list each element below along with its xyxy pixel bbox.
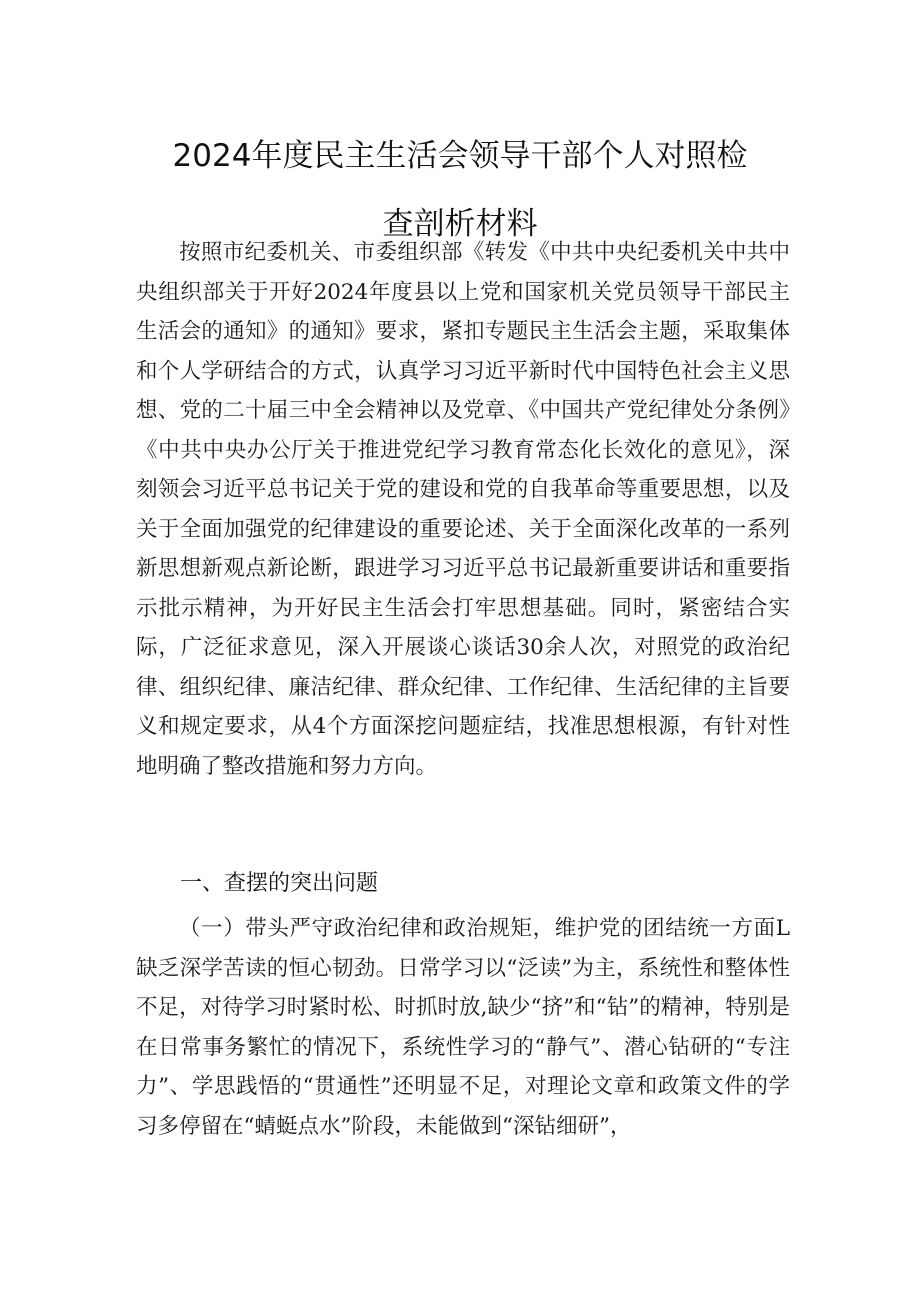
subsection-paragraph: （一）带头严守政治纪律和政治规矩，维护党的团结统一方面L缺乏深学苦读的恒心韧劲。日常学习以“泛读”为主，系统性和整体性不足，对待学习时紧时松、时抓时放,缺少“挤”和“钻”的精神，特别是在日常事务繁忙的情况下，系统性学习的“静气”、潜心钻研的“专注力”、学思践悟的“贯通性”还明显不足，对理论文章和政策文件的学习多停留在“蜻蜓点水”阶段，未能做到“深钻细研”， [136,916,790,1139]
section-heading: 一、查摆的突出问题 [180,871,379,896]
intro-paragraph: 按照市纪委机关、市委组织部《转发《中共中央纪委机关中共中央组织部关于开好2024年度县以上党和国家机关党员领导干部民主生活会的通知》的通知》要求，紧扣专题民主生活会主题，采取集体和个人学研结合的方式，认真学习习近平新时代中国特色社会主义思想、党的二十届三中全会精神以及党章、《中国共产党纪律处分条例》《中共中央办公厅关于推进党纪学习教育常态化长效化的意见》，深刻领会习近平总书记关于党的建设和党的自我革命等重要思想，以及关于全面加强党的纪律建设的重要论述、关于全面深化改革的一系列新思想新观点新论断，跟进学习习近平总书记最新重要讲话和重要指示批示精神，为开好民主生活会打牢思想基础。同时，紧密结合实际，广泛征求意见，深入开展谈心谈话30余人次，对照党的政治纪律、组织纪律、廉洁纪律、群众纪律、工作纪律、生活纪律的主旨要义和规定要求，从4个方面深挖问题症结，找准思想根源，有针对性地明确了整改措施和努力方向。 [136,240,790,779]
document-title-line-2: 查剖析材料 [382,206,538,242]
document-title-line-1: 2024年度民主生活会领导干部个人对照检 [172,138,748,174]
